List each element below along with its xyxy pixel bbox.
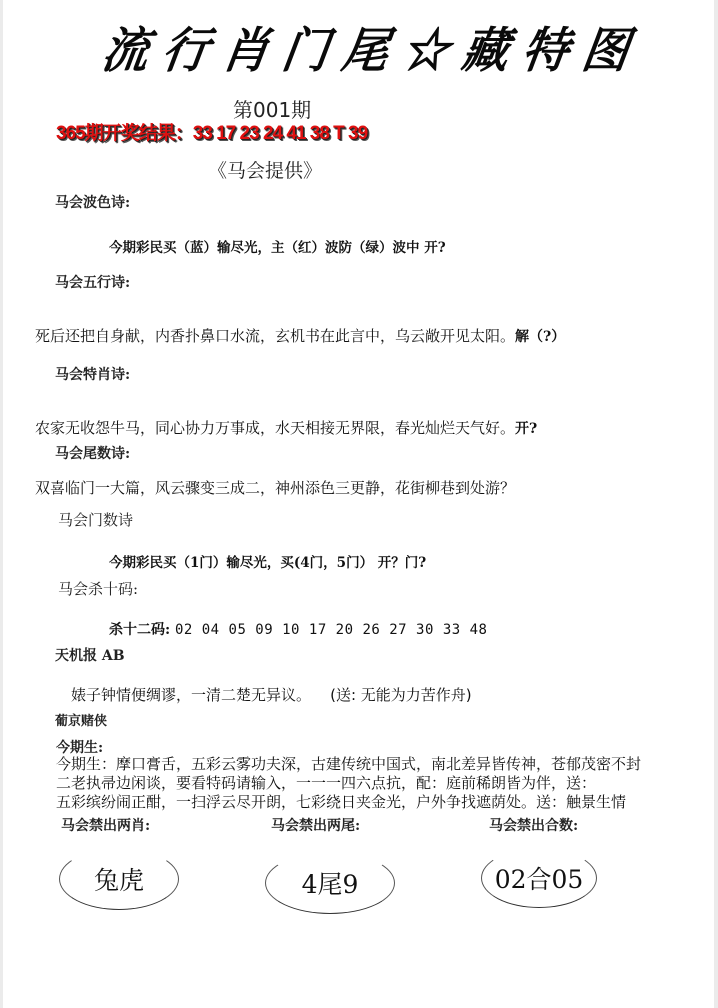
this-issue-line: 五彩缤纷闹正酣，一扫浮云尽开朗，七彩绕日夹金光，户外争找遮荫处。送：触景生情 <box>56 793 627 811</box>
ban-sum-oval <box>481 848 597 908</box>
page-title: 流行肖门尾☆藏特图 <box>98 21 647 79</box>
wave-color-line: 今期彩民买（蓝）输尽光，主（红）波防（绿）波中 开? <box>109 240 446 256</box>
this-issue-line: 今期生：摩口膏舌，五彩云雾功夫深，古建传统中国式，南北差异皆传神，苍郁茂密不封 <box>56 755 642 773</box>
ban-zodiac-label: 马会禁出两肖: <box>61 818 151 834</box>
document-page <box>3 0 714 1008</box>
special-zodiac-poem <box>35 417 537 438</box>
tail-number-heading: 马会尾数诗: <box>55 446 131 462</box>
kill-twelve-row <box>109 619 487 639</box>
tianji-heading: 天机报 AB <box>55 648 125 664</box>
ban-tail-value: 4尾9 <box>301 870 359 899</box>
special-zodiac-heading: 马会特肖诗: <box>55 367 131 383</box>
five-elements-poem <box>35 325 565 346</box>
five-elements-line: 死后还把自身献，内香扑鼻口水流，玄机书在此言中，乌云敞开见太阳。 <box>35 327 516 345</box>
ban-sum-label: 马会禁出合数: <box>489 818 579 834</box>
special-zodiac-line: 农家无收怨牛马，同心协力万事成，水天相接无界限，春光灿烂天气好。 <box>35 419 516 437</box>
wave-color-heading: 马会波色诗: <box>55 195 131 211</box>
provider-label: 《马会提供》 <box>208 160 323 182</box>
ban-sum-value: 02合05 <box>494 865 584 894</box>
five-elements-suffix: 解（?） <box>515 329 566 345</box>
ban-zodiac-value: 兔虎 <box>93 866 144 895</box>
tianji-poem <box>71 684 472 705</box>
tianji-line: 婊子钟情便绸谬，一清二楚无异议。 <box>71 686 312 704</box>
special-zodiac-suffix: 开? <box>515 421 538 437</box>
kill-twelve-numbers: 02 04 05 09 10 17 20 26 27 30 33 48 <box>174 622 488 638</box>
ban-zodiac-oval <box>59 848 179 910</box>
ban-tail-label: 马会禁出两尾: <box>271 818 361 834</box>
this-issue-heading: 今期生: <box>56 740 104 756</box>
draw-results: 365期开奖结果：33 17 23 24 41 38 T 39 <box>56 123 368 144</box>
door-number-line: 今期彩民买（1门）输尽光，买(4门，5门） 开？门? <box>109 555 427 571</box>
tianji-gift: (送: 无能为力苦作舟) <box>330 686 472 704</box>
this-issue-line: 二老执帚边闲谈，要看特码请输入，一一一四六点抗，配：庭前稀朗皆为伴，送： <box>56 774 597 792</box>
tail-number-line: 双喜临门一大篇，风云骤变三成二，神州添色三更静，花街柳巷到处游？ <box>35 479 516 497</box>
kill-ten-heading: 马会杀十码: <box>58 580 139 598</box>
ban-tail-oval <box>265 852 395 914</box>
five-elements-heading: 马会五行诗: <box>55 275 131 291</box>
issue-number: 第001期 <box>233 98 312 122</box>
kill-twelve-label: 杀十二码: <box>109 622 171 638</box>
this-issue-text <box>56 755 641 812</box>
gambler-heading: 葡京赌侠 <box>55 714 108 729</box>
door-number-heading: 马会门数诗 <box>58 511 134 529</box>
